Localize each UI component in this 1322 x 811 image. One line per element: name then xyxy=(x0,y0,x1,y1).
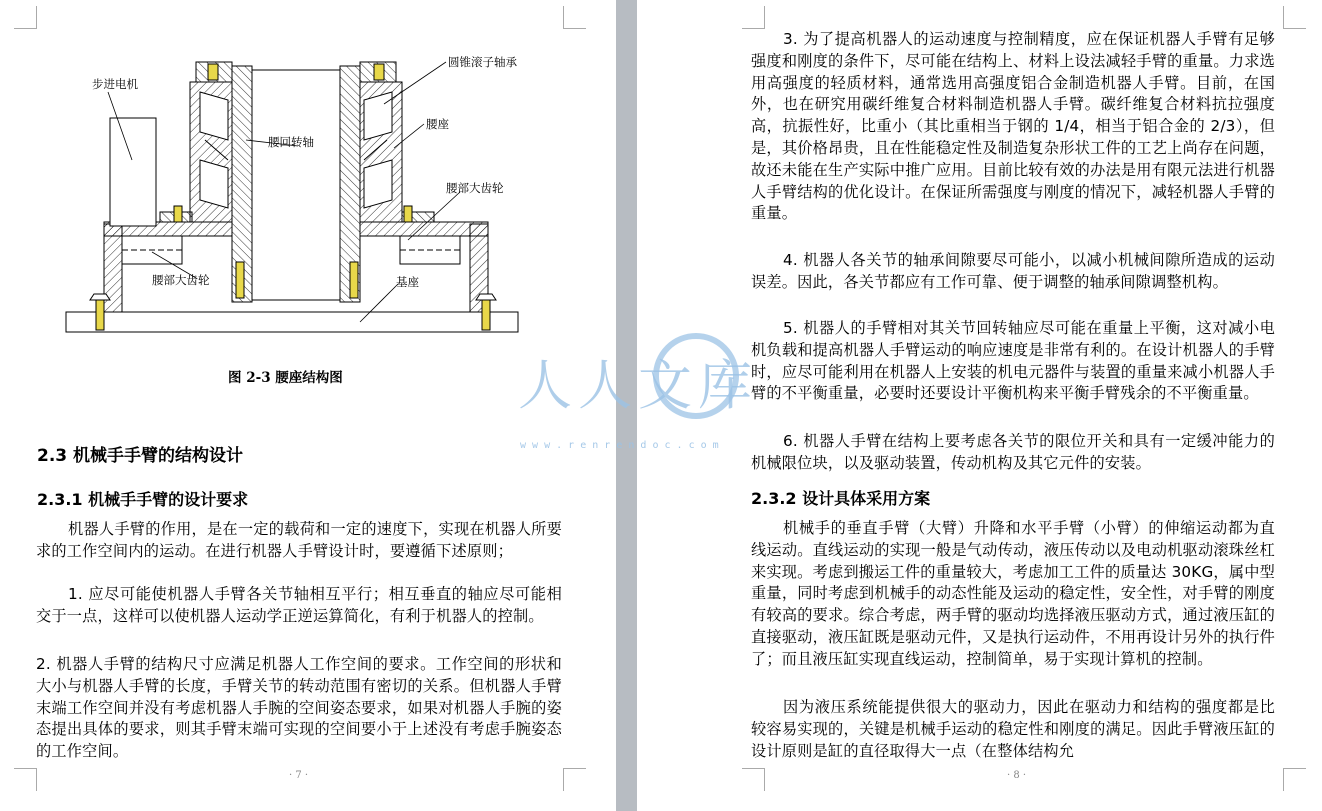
crop-mark xyxy=(1283,6,1306,29)
paragraph: 3. 为了提高机器人的运动速度与控制精度，应在保证机器人手臂有足够强度和刚度的条件下，尽可能在结构上、材料上设法减轻手臂的重量。力求选用高强度的轻质材料，通常选用高强度铝合金制造机器人手臂。目前，在国外，也在研究用碳纤维复合材料制造机器人手臂。碳纤维复合材料抗拉强度高，抗振性好，比重小（其比重相当于钢的 1/4，相当于铝合金的 2/3），但是，其价格昂贵，且在性能稳定性及制造复杂形状工件的工艺上尚存在问题，故还未能在生产实际中推广应用。目前比较有效的办法是用有限元法进行机器人手臂结构的优化设计。在保证所需强度与刚度的情况下，减轻机器人手臂的重量。 xyxy=(751,30,1275,223)
crop-mark xyxy=(742,768,765,791)
paragraph: 2. 机器人手臂的结构尺寸应满足机器人工作空间的要求。工作空间的形状和大小与机器人手臂的长度，手臂关节的转动范围有密切的关系。但机器人手臂末端工作空间并没有考虑机器人手腕的空间姿态要求，如果对机器人手腕的姿态提出具体的要求，则其手臂末端可实现的空间要小于上述没有考虑手腕姿态的工作空间。 xyxy=(36,655,562,761)
label-waist-shaft: 腰回转轴 xyxy=(268,135,314,149)
left-page xyxy=(0,0,616,811)
section-heading-2-3-2: 2.3.2 设计具体采用方案 xyxy=(751,489,931,508)
paragraph: 机械手的垂直手臂（大臂）升降和水平手臂（小臂）的伸缩运动都为直线运动。直线运动的实现一般是气动传动，液压传动以及电动机驱动滚珠丝杠来实现。考虑到搬运工件的重量较大，考虑加工工件的质量达 30KG，属中型重量，同时考虑到机械手的动态性能及运动的稳定性，安全性，对手臂的刚度有较高的要求。综合考虑，两手臂的驱动均选择液压驱动方式，通过液压缸的直接驱动，液压缸既是驱动元件，又是执行运动件，不用再设计另外的执行件了；而且液压缸实现直线运动，控制简单，易于实现计算机的控制。 xyxy=(751,519,1275,668)
viewer-gutter xyxy=(616,0,637,811)
label-big-gear-left: 腰部大齿轮 xyxy=(152,273,210,287)
waist-seat-drawing xyxy=(0,0,616,345)
section-heading-2-3-1: 2.3.1 机械手手臂的设计要求 xyxy=(37,490,249,509)
section-heading-2-3: 2.3 机械手手臂的结构设计 xyxy=(37,446,244,466)
paragraph: 5. 机器人的手臂相对其关节回转轴应尽可能在重量上平衡，这对减小电机负载和提高机器人手臂运动的响应速度是非常有利的。在设计机器人的手臂时，应尽可能利用在机器人上安装的机电元器件与装置的重量来减小机器人手臂的不平衡重量，必要时还要设计平衡机构来平衡手臂残余的不平衡重量。 xyxy=(751,319,1275,403)
paragraph: 因为液压系统能提供很大的驱动力，因此在驱动力和结构的强度都是比较容易实现的，关键是机械手运动的稳定性和刚度的满足。因此手臂液压缸的设计原则是缸的直径取得大一点（在整体结构允 xyxy=(751,698,1275,760)
page-number: · 8 · xyxy=(1007,770,1027,781)
right-page xyxy=(637,0,1322,811)
paragraph: 6. 机器人手臂在结构上要考虑各关节的限位开关和具有一定缓冲能力的机械限位块，以及驱动装置，传动机构及其它元件的安装。 xyxy=(751,432,1275,472)
label-stepper-motor: 步进电机 xyxy=(92,77,138,91)
crop-mark xyxy=(1283,768,1306,791)
label-tapered-bearing: 圆锥滚子轴承 xyxy=(448,55,517,69)
label-waist-seat: 腰座 xyxy=(426,117,449,131)
watermark-text: 人人文库 xyxy=(518,354,758,417)
label-base: 基座 xyxy=(396,275,419,289)
label-big-gear-right: 腰部大齿轮 xyxy=(446,181,504,195)
paragraph: 机器人手臂的作用，是在一定的载荷和一定的速度下，实现在机器人所要求的工作空间内的运动。在进行机器人手臂设计时，要遵循下述原则； xyxy=(36,520,562,560)
crop-mark xyxy=(742,6,765,29)
paragraph: 4. 机器人各关节的轴承间隙要尽可能小，以减小机械间隙所造成的运动误差。因此，各关节都应有工作可靠、便于调整的轴承间隙调整机构。 xyxy=(751,251,1275,291)
crop-mark xyxy=(14,768,37,791)
crop-mark xyxy=(563,768,586,791)
watermark-url: w w w . r e n r e n d o c . c o m xyxy=(520,440,719,451)
figure-caption: 图 2-3 腰座结构图 xyxy=(228,370,343,386)
paragraph: 1. 应尽可能使机器人手臂各关节轴相互平行；相互垂直的轴应尽可能相交于一点，这样可以使机器人运动学正逆运算简化，有利于机器人的控制。 xyxy=(36,585,562,625)
page-number: · 7 · xyxy=(289,770,309,781)
